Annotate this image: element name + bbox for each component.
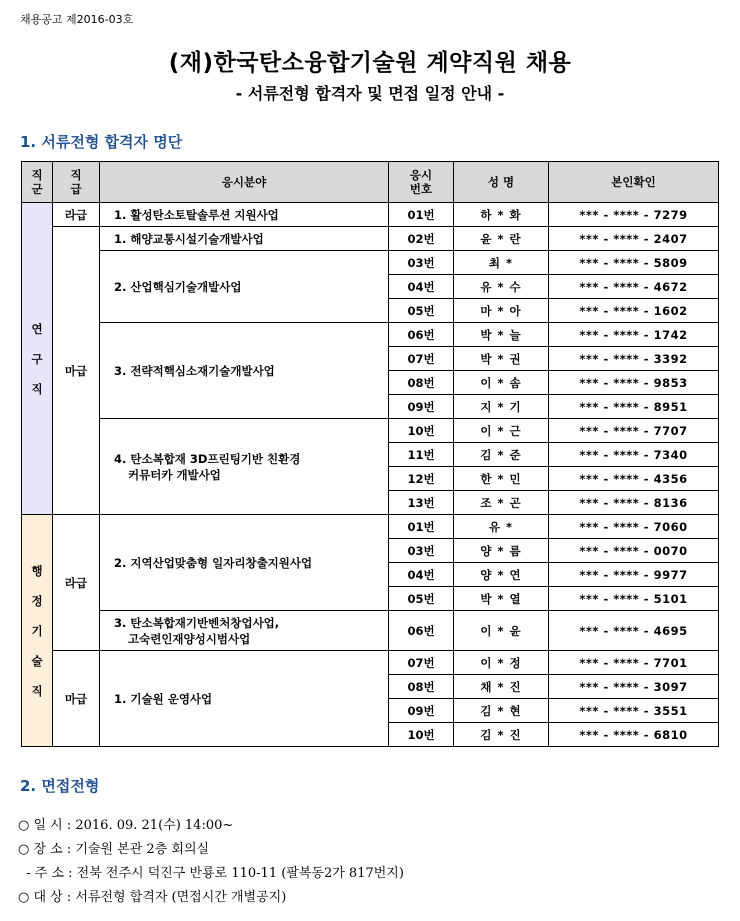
applicant-number: 08번 <box>389 675 454 699</box>
applicant-number: 12번 <box>389 467 454 491</box>
identity-code: *** - **** - 7701 <box>549 651 719 675</box>
identity-code: *** - **** - 7279 <box>549 203 719 227</box>
identity-code: *** - **** - 4356 <box>549 467 719 491</box>
field-cell: 1. 기술원 운영사업 <box>100 651 389 747</box>
applicant-name: 김 * 준 <box>454 443 549 467</box>
interview-place: ○ 장 소 : 기술원 본관 2층 회의실 <box>18 842 210 857</box>
table-row <box>22 227 719 251</box>
applicant-name: 박 * 늘 <box>454 323 549 347</box>
identity-code: *** - **** - 4695 <box>549 611 719 651</box>
identity-code: *** - **** - 3551 <box>549 699 719 723</box>
applicant-name: 이 * 근 <box>454 419 549 443</box>
field-cell: 2. 산업핵심기술개발사업 <box>100 251 389 323</box>
identity-code: *** - **** - 8951 <box>549 395 719 419</box>
table-row <box>22 651 719 675</box>
applicant-number: 09번 <box>389 699 454 723</box>
applicant-name: 채 * 진 <box>454 675 549 699</box>
identity-code: *** - **** - 9853 <box>549 371 719 395</box>
page-subtitle: - 서류전형 합격자 및 면접 일정 안내 - <box>235 84 505 103</box>
field-cell: 1. 활성탄소토탈솔루션 지원사업 <box>100 203 389 227</box>
interview-target: ○ 대 상 : 서류전형 합격자 (면접시간 개별공지) <box>18 890 287 905</box>
identity-code: *** - **** - 5809 <box>549 251 719 275</box>
applicant-name: 하 * 화 <box>454 203 549 227</box>
identity-code: *** - **** - 9977 <box>549 563 719 587</box>
field-cell: 3. 탄소복합재기반벤처창업사업, 고숙련인재양성시범사업 <box>100 611 389 651</box>
applicant-name: 이 * 정 <box>454 651 549 675</box>
applicant-name: 이 * 솜 <box>454 371 549 395</box>
applicant-number: 07번 <box>389 347 454 371</box>
grade-cell: 마급 <box>53 651 100 747</box>
applicant-number: 01번 <box>389 515 454 539</box>
applicant-name: 유 * <box>454 515 549 539</box>
header-field: 응시분야 <box>100 162 389 203</box>
table-row <box>22 611 719 651</box>
applicant-name: 마 * 아 <box>454 299 549 323</box>
applicant-number: 11번 <box>389 443 454 467</box>
table-row <box>22 203 719 227</box>
applicant-name: 조 * 곤 <box>454 491 549 515</box>
identity-code: *** - **** - 7707 <box>549 419 719 443</box>
job-group-research: 연 구 직 <box>22 203 53 515</box>
header-job-group: 직 군 <box>22 162 53 203</box>
applicant-name: 최 * <box>454 251 549 275</box>
identity-code: *** - **** - 0070 <box>549 539 719 563</box>
applicant-number: 08번 <box>389 371 454 395</box>
table-row <box>22 515 719 539</box>
field-cell: 4. 탄소복합재 3D프린팅기반 친환경 커뮤터카 개발사업 <box>100 419 389 515</box>
passer-table <box>21 161 719 747</box>
applicant-number: 02번 <box>389 227 454 251</box>
applicant-number: 10번 <box>389 723 454 747</box>
identity-code: *** - **** - 7060 <box>549 515 719 539</box>
identity-code: *** - **** - 7340 <box>549 443 719 467</box>
table-row <box>22 419 719 443</box>
identity-code: *** - **** - 6810 <box>549 723 719 747</box>
table-row <box>22 251 719 275</box>
applicant-name: 한 * 민 <box>454 467 549 491</box>
identity-code: *** - **** - 1742 <box>549 323 719 347</box>
identity-code: *** - **** - 8136 <box>549 491 719 515</box>
applicant-number: 04번 <box>389 275 454 299</box>
applicant-name: 김 * 현 <box>454 699 549 723</box>
applicant-number: 09번 <box>389 395 454 419</box>
notice-number: 채용공고 제2016-03호 <box>20 13 134 26</box>
interview-address: - 주 소 : 전북 전주시 덕진구 반룡로 110-11 (팔복동2가 817번지) <box>18 866 404 881</box>
identity-code: *** - **** - 3392 <box>549 347 719 371</box>
section-heading-interview: 2. 면접전형 <box>20 777 100 795</box>
applicant-name: 윤 * 란 <box>454 227 549 251</box>
applicant-number: 04번 <box>389 563 454 587</box>
job-group-admin-tech: 행 정 기 술 직 <box>22 515 53 747</box>
interview-date: ○ 일 시 : 2016. 09. 21(수) 14:00~ <box>18 818 234 833</box>
grade-cell: 라급 <box>53 515 100 651</box>
section-heading-document-screening: 1. 서류전형 합격자 명단 <box>20 133 183 151</box>
identity-code: *** - **** - 4672 <box>549 275 719 299</box>
applicant-number: 07번 <box>389 651 454 675</box>
applicant-number: 05번 <box>389 587 454 611</box>
header-name: 성 명 <box>454 162 549 203</box>
applicant-name: 박 * 권 <box>454 347 549 371</box>
applicant-name: 양 * 름 <box>454 539 549 563</box>
applicant-number: 05번 <box>389 299 454 323</box>
applicant-number: 01번 <box>389 203 454 227</box>
identity-code: *** - **** - 5101 <box>549 587 719 611</box>
applicant-number: 06번 <box>389 611 454 651</box>
applicant-name: 박 * 열 <box>454 587 549 611</box>
applicant-name: 유 * 수 <box>454 275 549 299</box>
grade-cell: 라급 <box>53 203 100 227</box>
table-header-row <box>22 162 719 203</box>
header-identity-check: 본인확인 <box>549 162 719 203</box>
table-row <box>22 323 719 347</box>
applicant-number: 03번 <box>389 539 454 563</box>
header-applicant-number: 응시 번호 <box>389 162 454 203</box>
applicant-number: 03번 <box>389 251 454 275</box>
field-cell: 2. 지역산업맞춤형 일자리창출지원사업 <box>100 515 389 611</box>
identity-code: *** - **** - 3097 <box>549 675 719 699</box>
applicant-number: 06번 <box>389 323 454 347</box>
applicant-name: 양 * 연 <box>454 563 549 587</box>
applicant-number: 13번 <box>389 491 454 515</box>
field-cell: 1. 해양교통시설기술개발사업 <box>100 227 389 251</box>
applicant-name: 이 * 윤 <box>454 611 549 651</box>
header-grade: 직 급 <box>53 162 100 203</box>
identity-code: *** - **** - 1602 <box>549 299 719 323</box>
identity-code: *** - **** - 2407 <box>549 227 719 251</box>
grade-cell: 마급 <box>53 227 100 515</box>
applicant-number: 10번 <box>389 419 454 443</box>
applicant-name: 지 * 기 <box>454 395 549 419</box>
applicant-name: 김 * 진 <box>454 723 549 747</box>
page-title: (재)한국탄소융합기술원 계약직원 채용 <box>168 50 572 76</box>
field-cell: 3. 전략적핵심소재기술개발사업 <box>100 323 389 419</box>
